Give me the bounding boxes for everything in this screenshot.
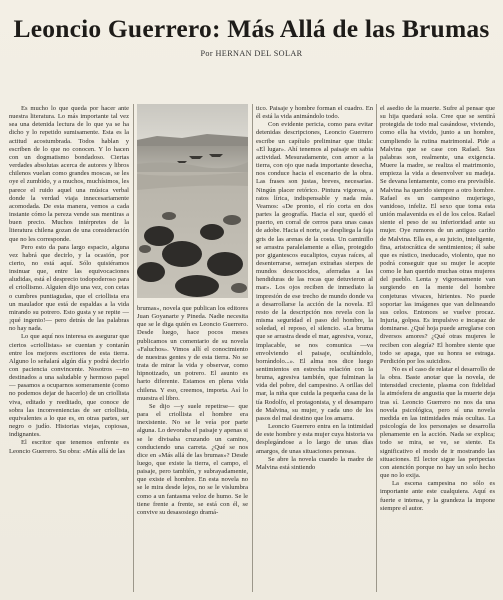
paragraph: tico. Paisaje y hombre forman el cuadro. En él está la vida animándolo todo. [256,105,373,121]
landscape-photo-graphic [137,104,248,298]
article-headline: Leoncio Guerrero: Más Allá de las Brumas [13,14,490,43]
paragraph: No es el caso de relatar el desarrollo de la obra. Baste anotar que la novela, de intensidad creciente, plasma con fidelidad la atmósfera de angustia que la muerte deja tras sí. Leoncio Guerrero no nos da una novela psicológica, pero sí una novela medida en las intimidades más ocultas. La psicología de los personajes se desarrolla plenamente en la acción. Nada se explica; todo se mira, se ve, se siente. Es significativo el modo de ir mostrando las situaciones. El lector sigue las peripecias con atención porque no hay un solo hecho que no lo exija. [380,366,495,480]
coastal-landscape-photo [137,104,248,298]
paragraph: El escritor que tenemos enfrente es Leoncio Guerrero. Su obra: «Más allá de las [9,439,129,455]
article-column-4 [380,105,495,593]
article-column-3 [256,105,373,593]
article-column-2 [137,305,248,593]
paragraph: Pero esto da para largo espacio, alguna vez habrá que decirlo, y la ocasión, por cierto, no está aquí. Sólo quisiéramos insinuar que, entre las equivocaciones aludidas, está el desprecio todopoderoso para el criollismo. Alguien dijo una vez, con cetas o cumbres puntiagudas, que el criollista era un maulador que está de espaldas a la vida mirando su potrero. Esto gusta y se repite —¡qué ingenio!— pero detrás de las palabras no hay nada. [9,243,129,333]
paragraph: brumas», novela que publican los editores Juan Goyanarte y Pineda. Nadie necesita que se le diga quién es Leoncio Guerrero. Desde luego, hace pocos meses publicamos un comentario de su novela «Faluchos». Vimos allí el conocimiento de nuestras gentes y de esta tierra. No se trata de mirar la vida y observar, como hipnotizado, un potrero. El asunto es harto diferente. Estamos en plena vida chilena. Y eso, creemos, importa. Así lo muestra el libro. [137,305,248,402]
column-rule [376,104,377,592]
paragraph: Se abre la novela cuando la madre de Malvina está sintiendo [256,455,373,471]
article-column-1 [9,105,129,593]
column-rule [133,104,134,592]
paragraph: Se dijo —y suele repetirse— que para el criollista el hombre era inexistente. No se le veía por parte alguna. Lo devoraba el paisaje y apenas si se le divisaba cruzando un camino, conduciendo una carreta. ¿Qué se nos dice en «Más allá de las brumas»? Desde luego, que existe la tierra, el campo, el paisaje, pero también, y subrayadamente, que existe el hombre. En esta novela no se le mira desde lejos, no se le vislumbra como a un fantasma veloz de humo. Se le tiene frente a frente, se está con él, se convive su desasosiego dramá- [137,402,248,516]
paragraph: La escena campesina no sólo es importante ante este cualquiera. Aquí es fuerte e intensa, y la grandeza la impone siempre el autor. [380,480,495,512]
paragraph: Es mucho lo que queda por hacer ante nuestra literatura. Lo más importante tal vez sea una detenida lectura de lo que ya se ha dicho y lo repetido sumisamente. Esta es la actitud acostumbrada. Todos hablan y escriben de lo que no conocen. Y lo hacen con un dogmatismo bondadoso. Ciertas verdades absolutas acerca de autores y libros chilenos vuelan como grandes moscas, se les oye el zumbido, y a muchos, muchísimos, les parece el ruido aquel una música verbal donde la verdad viaja innecesariamente acomodada. De esta manera, vemos a cada instante cómo la pereza vende sus mentiras a buen precio. Muchos intérpretes de la literatura chilena gozan de una consideración que no les corresponde. [9,105,129,243]
article-byline: Por HERNAN DEL SOLAR [200,49,303,58]
column-rule [252,104,253,592]
paragraph: Lo que aquí nos interesa es asegurar que ciertos «criollistas» se cuentan y contarán entre los mejores escritores de esta tierra. Alguno lo señalará algún día y podrá decirlo con paciencia convincente. Nosotros —no destinados a una saludable y hermoso papel— pasamos a ocuparnos someramente (como no podemos dejar de hacerlo) de un criollista viva, editado y reeditado, que conoce de sobra las inconveniencias de ser criollista, equivalentes a lo que es, en otras partes, ser negro o judío. Historias viejas, copiosas, indignantes. [9,333,129,439]
paragraph: Con evidente pericia, como para evitar detenidas descripciones, Leoncio Guerrero escribe un capítulo preliminar que titula: «El lugar». Ahí tenemos al paisaje en sabia actividad. Mesuradamente, con amor a la tierra, con ojo que nada importante desecha, nos conduce hacia el escenario de la obra. Las frases son justas, breves, necesarias. Ningún placer retórico. Pintura vigorosa, a ratos lírica, indispensable y nada más. Veamos: «De pronto, el río corta en dos partes la geografía. Hacia el sur, quedó el puerto, en corral de cerros para unas casas de adobe. Hacia el norte, se despliega la faja gris de las arenas de la costa. Un caminillo se arrastra paralelamente a ellas, protegido por gigantescos eucaliptos, cuyas raíces, al desenterrarse, semejan extrañas sierpes de mundos desconocidos, aferradas a las hendiduras de las rocas que detuvieron al mar». Los ojos reciben de inmediato la impresión de ese trecho de mundo donde va a desarrollarse la acción de la novela. El resto de la descripción nos revela con la misma seguridad el paso del hombre, la soledad, el reposo, el silencio. «La bruma que se arrastra desde el mar, agresiva, voraz, implacable, se nos comunica —va envolviendo el paisaje, ocultándolo, borrándolo...». El alma nos dice luego sentimientos en estrecha relación con la bruma, agresiva también, que fulminan la vida del pobre, del campesino. A orillas del mar, la niña que cuida la pequeña casa de la tía Rodolfo, el protagonista, y el desamparo de Malvina, su mujer, y cada uno de los pasos del mal destino que los amarra. [256,121,373,422]
paragraph: el asedio de la muerte. Sufre al pensar que su hija quedará sola. Cree que se sentirá protegida de todo mal casándose, viviendo, como ella ha vivido, junto a un hombre, cumpliendo la rutina matrimonial. Pide a Malvina que se case con Rafael. Sus palabras son, realmente, una exigencia. Muere la madre, se realiza el matrimonio, empieza la vida a desenvolver su madeja. Se devana lentamente, como era previsible. Malvina ha querido siempre a otro hombre. Rafael es un campesino mujeriego, vanidoso, infeliz. El sexo que toma esta unión malavenida es el de los celos. Rafael siente el peso de su inferioridad ante su mujer. Oye rumores de un antiguo cariño de Malvina. Ella es, a su juicio, inteligente, fina, aristocrática de sentimientos; él sabe que es rústico, ineducado, violento, que no podrá conseguir que su mujer le acepte como le han querido muchas otras mujeres del pueblo. Lenta y vigorosamente van surgiendo en la mente del hombre conjeturas vivaces, hirientes. No puede soportar las imágenes que van delineando sus celos. Entonces se vuelve procaz. Injuria, golpea. Es impulsivo e incapaz de dominarse. ¿Qué hoja puede arreglarse con diversos amores? ¿Qué otras mujeres le reciben con alegría? El hombre siente que todo se apaga, que su honra se estraga. Perdición por los suicidios. [380,105,495,365]
paragraph: Leoncio Guerrero entra en la intimidad de este hombre y esta mujer cuya historia va desplegándose a lo largo de unas días amargos, de unas situaciones penosas. [256,423,373,455]
